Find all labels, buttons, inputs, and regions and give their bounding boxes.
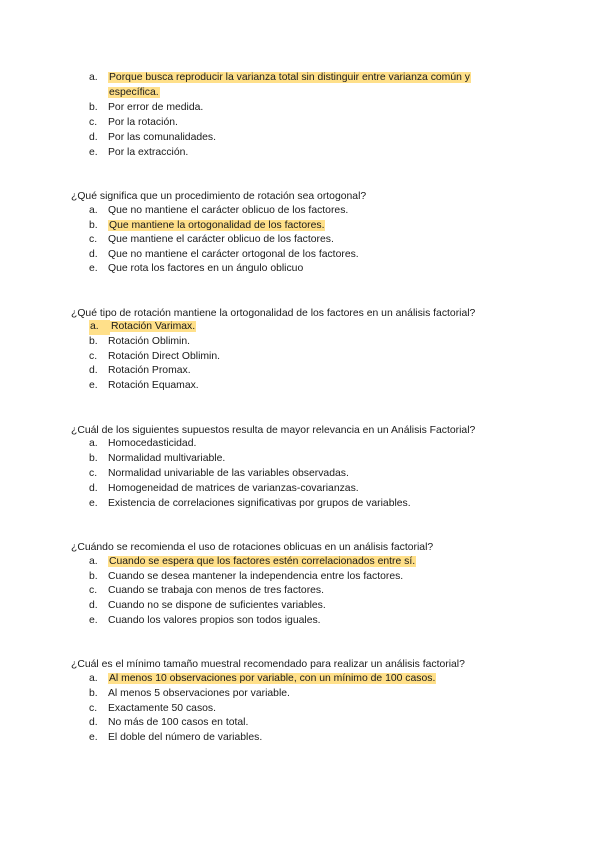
answer-option-a — [89, 437, 196, 452]
option-text: Rotación Promax. — [108, 365, 191, 376]
answer-option-e — [89, 146, 188, 161]
answer-option-c — [89, 467, 349, 482]
option-letter: b. — [89, 102, 98, 113]
answer-option-c — [89, 702, 216, 717]
question-text: ¿Cuál es el mínimo tamaño muestral recomendado para realizar un análisis factorial? — [71, 659, 465, 670]
option-text: Por las comunalidades. — [108, 132, 217, 143]
option-text: Rotación Direct Oblimin. — [108, 351, 221, 362]
answer-option-a — [89, 555, 416, 570]
answer-option-e — [89, 262, 303, 277]
question-text: ¿Qué tipo de rotación mantiene la ortogonalidad de los factores en un análisis factorial? — [71, 308, 476, 319]
option-text: No más de 100 casos en total. — [108, 717, 249, 728]
option-text: Homocedasticidad. — [108, 438, 197, 449]
option-text: Por la rotación. — [108, 117, 178, 128]
option-text: El doble del número de variables. — [108, 732, 263, 743]
option-text: Cuando los valores propios son todos iguales. — [108, 615, 321, 626]
answer-option-d — [89, 364, 191, 379]
option-letter: a. — [89, 72, 98, 83]
answer-option-d — [89, 131, 216, 146]
answer-option-e — [89, 497, 411, 512]
option-letter: c. — [89, 117, 98, 128]
option-letter: c. — [89, 351, 98, 362]
option-text-highlighted: específica. — [109, 87, 159, 98]
option-letter: c. — [89, 703, 98, 714]
option-text: Por error de medida. — [108, 102, 204, 113]
option-letter: a. — [89, 438, 98, 449]
answer-option-d — [89, 716, 248, 731]
option-text: Normalidad multivariable. — [108, 453, 226, 464]
option-letter: e. — [89, 615, 98, 626]
answer-option-d — [89, 599, 326, 614]
option-letter: c. — [89, 585, 98, 596]
answer-option-b — [89, 101, 203, 116]
answer-option-b — [89, 219, 325, 234]
option-letter: a. — [89, 205, 98, 216]
option-text: Que no mantiene el carácter ortogonal de los factores. — [108, 249, 359, 260]
answer-option-c — [89, 116, 178, 131]
option-letter: d. — [89, 365, 98, 376]
option-letter: b. — [89, 336, 98, 347]
option-text-highlighted: Rotación Varimax. — [111, 321, 196, 332]
option-letter: a. — [89, 320, 110, 335]
option-text-highlighted: Que mantiene la ortogonalidad de los factores. — [109, 220, 325, 231]
option-text: Cuando no se dispone de suficientes variables. — [108, 600, 326, 611]
option-letter: d. — [89, 483, 98, 494]
option-text: Que no mantiene el carácter oblicuo de los factores. — [108, 205, 349, 216]
option-letter: d. — [89, 717, 98, 728]
option-letter: a. — [89, 556, 98, 567]
option-letter: d. — [89, 249, 98, 260]
option-text: Cuando se desea mantener la independencia entre los factores. — [108, 571, 404, 582]
question-text: ¿Cuándo se recomienda el uso de rotaciones oblicuas en un análisis factorial? — [71, 542, 434, 553]
question-text: ¿Cuál de los siguientes supuestos resulta de mayor relevancia en un Análisis Factorial? — [71, 425, 476, 436]
answer-option-a — [89, 71, 471, 86]
option-text: Normalidad univariable de las variables observadas. — [108, 468, 349, 479]
option-text: Cuando se trabaja con menos de tres factores. — [108, 585, 325, 596]
answer-option-a — [89, 204, 348, 219]
option-letter: e. — [89, 147, 98, 158]
answer-option-a — [89, 320, 196, 335]
question-text: ¿Qué significa que un procedimiento de rotación sea ortogonal? — [71, 191, 367, 202]
option-letter: e. — [89, 380, 98, 391]
option-text: Homogeneidad de matrices de varianzas-covarianzas. — [108, 483, 359, 494]
option-letter: c. — [89, 468, 98, 479]
answer-option-c — [89, 233, 334, 248]
answer-option-e — [89, 379, 199, 394]
answer-option-b — [89, 335, 190, 350]
option-text: Exactamente 50 casos. — [108, 703, 217, 714]
option-text: Rotación Equamax. — [108, 380, 199, 391]
answer-option-e — [89, 731, 262, 746]
answer-option-c — [89, 350, 220, 365]
option-text: Rotación Oblimin. — [108, 336, 191, 347]
option-letter: d. — [89, 132, 98, 143]
option-letter: a. — [89, 673, 98, 684]
option-letter: e. — [89, 263, 98, 274]
option-letter: b. — [89, 453, 98, 464]
option-letter: d. — [89, 600, 98, 611]
answer-option-a-continuation — [108, 86, 160, 101]
answer-option-b — [89, 687, 290, 702]
answer-option-e — [89, 614, 321, 629]
answer-option-b — [89, 452, 225, 467]
option-text: Que mantiene el carácter oblicuo de los factores. — [108, 234, 334, 245]
option-letter: b. — [89, 688, 98, 699]
answer-option-d — [89, 482, 359, 497]
option-text-highlighted: Al menos 10 observaciones por variable, con un mínimo de 100 casos. — [109, 673, 436, 684]
option-text-highlighted: Cuando se espera que los factores estén correlacionados entre sí. — [109, 556, 416, 567]
answer-option-c — [89, 584, 324, 599]
option-letter: e. — [89, 498, 98, 509]
option-text-highlighted: Porque busca reproducir la varianza total sin distinguir entre varianza común y — [109, 72, 470, 83]
option-text: Existencia de correlaciones significativas por grupos de variables. — [108, 498, 411, 509]
answer-option-a — [89, 672, 436, 687]
answer-option-b — [89, 570, 403, 585]
option-text: Por la extracción. — [108, 147, 189, 158]
option-letter: e. — [89, 732, 98, 743]
option-letter: c. — [89, 234, 98, 245]
option-letter: b. — [89, 220, 98, 231]
option-text: Al menos 5 observaciones por variable. — [108, 688, 290, 699]
answer-option-d — [89, 248, 359, 263]
option-letter: b. — [89, 571, 98, 582]
option-text: Que rota los factores en un ángulo oblicuo — [108, 263, 304, 274]
